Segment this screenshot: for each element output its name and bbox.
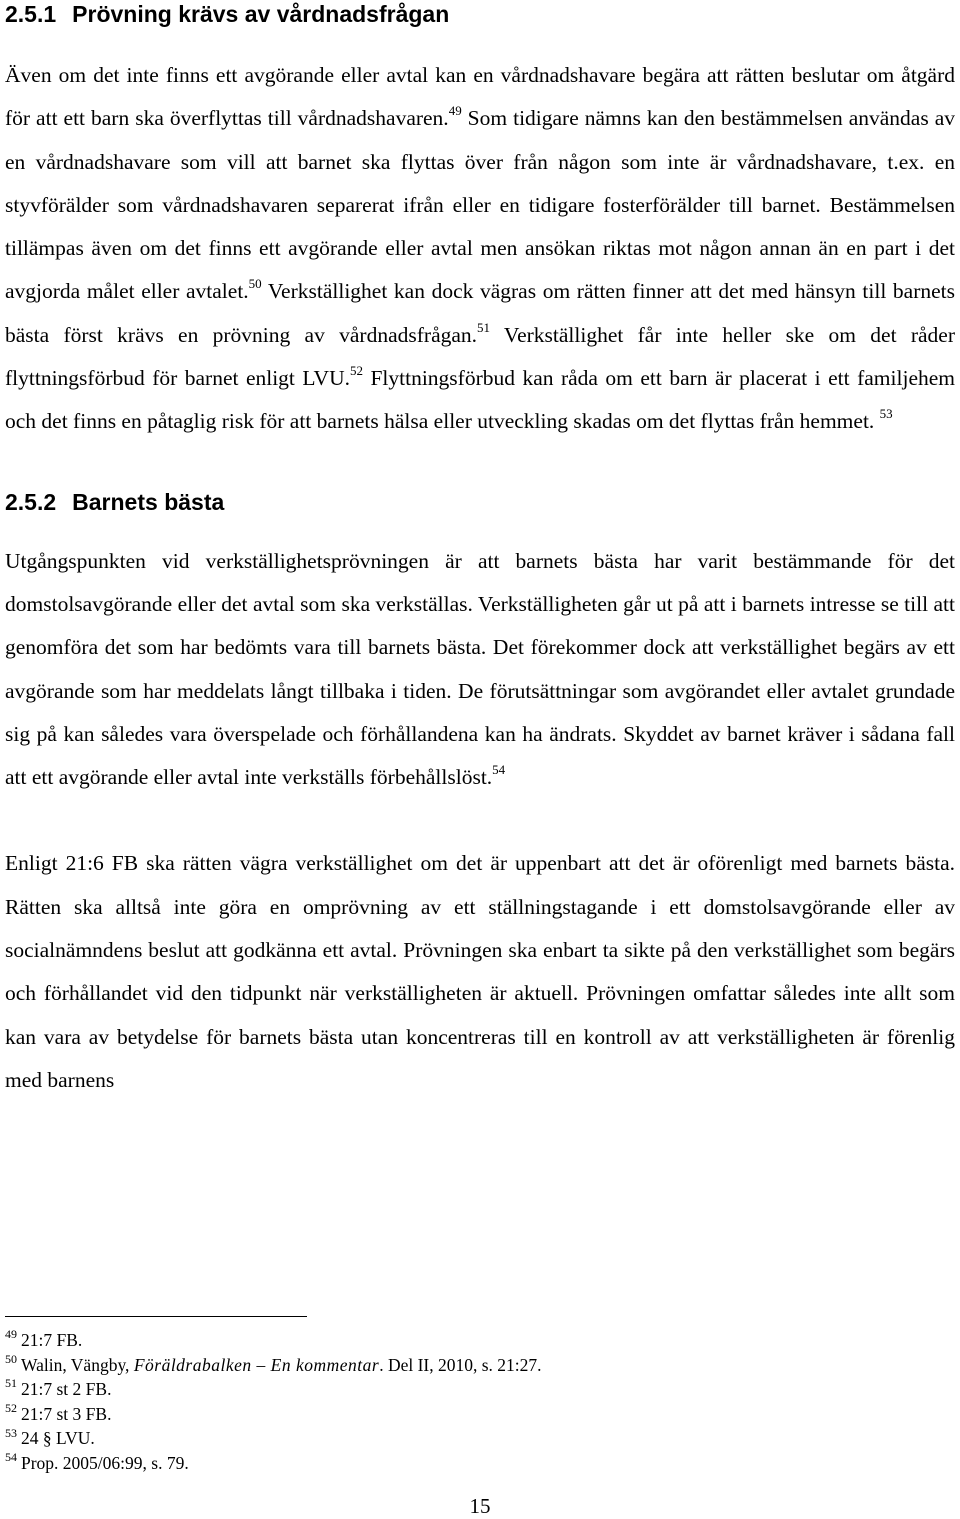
footnote-ref: 49: [448, 103, 462, 119]
footnote-text: Prop. 2005/06:99, s. 79.: [21, 1452, 189, 1473]
footnote-text: 21:7 st 2 FB.: [21, 1379, 112, 1400]
footnote-text: 24 § LVU.: [21, 1428, 95, 1449]
footnote-text: 21:7 FB.: [21, 1330, 83, 1350]
footnote-separator: [5, 1316, 307, 1317]
paragraph: [5, 540, 955, 800]
section-title: Prövning krävs av vårdnadsfrågan: [72, 1, 450, 27]
footnote-text: . Del II, 2010, s. 21:27.: [379, 1354, 542, 1375]
footnote-text: 21:7 st 3 FB.: [21, 1403, 112, 1424]
footnote-number: 50: [5, 1351, 17, 1366]
page-number: 15: [469, 1494, 491, 1518]
section-number: 2.5.1: [5, 1, 57, 27]
footnotes: [5, 1328, 542, 1476]
footnote-ref: 50: [248, 276, 262, 292]
section-heading: [5, 0, 955, 29]
footnote-ref: 53: [879, 406, 893, 422]
footnote-ref: 52: [349, 362, 363, 378]
footnote: [5, 1328, 542, 1353]
footnote-number: 53: [5, 1425, 17, 1440]
text-run: Utgångspunkten vid verkställighetsprövningen är att barnets bästa har varit bestämmande för det domstolsavgörande eller det avtal som ska verkställas. Verkställigheten går ut på att i barnets intresse se till att genomföra det som har bedömts vara till barnets bästa. Det förekommer dock att verkställighet begärs av ett avgörande som har meddelats långt tillbaka i tiden. De förutsättningar som avgörandet eller avtalet grundade sig på kan således vara överspelade och förhållandena kan ha ändrats. Skyddet av barnet kräver i sådana fall att ett avgörande eller avtal inte verkställs förbehållslöst.: [5, 548, 955, 790]
footnote-number: 49: [5, 1327, 17, 1342]
footnote: [5, 1377, 542, 1402]
section-heading: [5, 487, 955, 517]
footnote: [5, 1426, 542, 1451]
footnote-number: 52: [5, 1400, 17, 1415]
footnote: [5, 1451, 542, 1476]
footnote-ref: 51: [477, 319, 491, 335]
footnote-ref: 54: [492, 762, 506, 777]
text-run: Även om det inte finns ett avgörande eller avtal kan en vårdnadshavare begära att rätten beslutar om åtgärd för att ett barn ska överflyttas till vårdnadshavaren.: [5, 63, 955, 131]
text-run: Verkställighet får inte heller ske om det råder flyttningsförbud för barnet enligt LVU.: [5, 322, 956, 391]
section-title: Barnets bästa: [72, 488, 225, 515]
footnote: [5, 1402, 542, 1427]
text-run: Verkställighet kan dock vägras om rätten finner att det med hänsyn till barnets bästa först krävs en prövning av vårdnadsfrågan.: [5, 279, 955, 347]
footnote-text: Walin, Vängby,: [21, 1354, 134, 1375]
section-number: 2.5.2: [5, 488, 57, 515]
footnote-title: Föräldrabalken – En kommentar: [133, 1354, 380, 1375]
text-run: Flyttningsförbud kan råda om ett barn är placerat i ett familjehem och det finns en påtaglig risk för att barnets hälsa eller utveckling skadas om det flyttas från hemmet.: [5, 366, 955, 434]
footnote: [5, 1353, 542, 1378]
footnote-number: 54: [5, 1450, 17, 1465]
paragraph: [5, 54, 955, 444]
text-run: Enligt 21:6 FB ska rätten vägra verkställighet om det är uppenbart att det är oförenligt med barnets bästa. Rätten ska alltså inte göra en omprövning av ett ställningstagande i ett domstolsavgörande eller av socialnämndens beslut att godkänna ett avtal. Prövningen ska enbart ta sikte på den verkställighet som begärs och förhållandet vid den tidpunkt när verkställigheten är aktuell. Prövningen omfattar således inte allt som kan vara av betydelse för barnets bästa utan koncentreras till en kontroll av att verkställigheten är förenlig med barnens: [5, 851, 955, 1092]
document-page: [5, 0, 955, 1102]
paragraph: [5, 842, 955, 1102]
footnote-number: 51: [5, 1376, 17, 1391]
text-run: Som tidigare nämns kan den bestämmelsen användas av en vårdnadshavare som vill att barnet ska flyttas över från någon som inte är vårdnadshavare, t.ex. en styvförälder som vårdnadshavaren separerat ifrån eller en tidigare fosterförälder till barnet. Bestämmelsen tillämpas även om det finns ett avgörande eller avtal men ansökan riktas mot någon annan än en part i det avgjorda målet eller avtalet.: [5, 106, 955, 304]
